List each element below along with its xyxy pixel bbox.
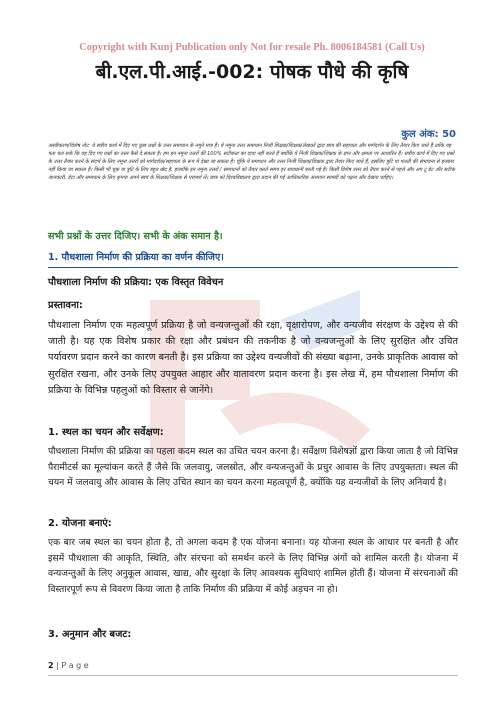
copyright-notice: Copyright with Kunj Publication only Not for resale Ph. 8006184581 (Call Us) [79,42,425,53]
total-marks: कुल अंक: 50 [401,129,456,140]
question-underline [48,267,458,268]
disclaimer-note: अस्वीकरण/विशेष नोट: ये सत्रीय कार्य में दिए गए कुछ प्रश्नों के उत्तर समाधान के नमूने मात्र हैं। ये नमूना उत्तर समाधान निजी शिक्षक/शिक्षक/लेखकों द्वारा छात्र की सहायता और मार्गदर्शन के लिए तैयार किए जाते हैं ताकि यह पता चल सके कि वह दिए गए प्रश्नों का उत्तर कैसे दे सकता है। हम इन नमूना उत्तरों की 100% सटीकता का दावा नहीं करते हैं क्योंकि ये निजी शिक्षक/शिक्षक के ज्ञान और क्षमता पर आधारित हैं। सत्रीय कार्य में दिए गए प्रश्नों के उत्तर तैयार करने के संदर्भ के लिए नमूना उत्तरों को मार्गदर्शक/सहायता के रूप में देखा जा सकता है। चूंकि ये समाधान और उत्तर निजी शिक्षक/शिक्षक द्वारा तैयार किए जाते हैं, इसलिए त्रुटि या गलती की संभावना से इनकार नहीं किया जा सकता है। किसी भी चूक या त्रुटि के लिए बहुत खेद है, हालांकि इन नमूना उत्तरों / समाधानों को तैयार करते समय हर सावधानी बरती गई है। किसी विशेष उत्तर को तैयार करने से पहले और अप टू डेट और सटीक जानकारी, डेटा और समाधान के लिए कृपया अपने स्वयं के शिक्षक/शिक्षक से परामर्श लें। छात्र को विश्वविद्यालय द्वारा प्रदान की गई आधिकारिक अध्ययन सामग्री को पढ़ना और देखना चाहिए। [48,143,456,181]
page-footer [48,661,89,670]
section-3-heading: 3. अनुमान और बजट: [48,629,132,640]
section-1-paragraph: पौधशाला निर्माण की प्रक्रिया का पहला कदम स्थल का उचित चयन करना है। सर्वेक्षण विशेषज्ञों द्वारा किया जाता है जो विभिन्न पैरामीटर्स का मूल्यांकन करते हैं जैसे कि जलवायु, जलस्रोत, और वन्यजन्तुओं के प्रचुर आवास के लिए उपयुक्तता। स्थल की चयन में जलवायु और आवास के लिए उचित स्थान का चयन करना महत्वपूर्ण है, क्योंकि यह वन्यजीवों के लिए अनिवार्य है। [48,446,458,489]
section-1-heading: 1. स्थल का चयन और सर्वेक्षण: [48,427,164,438]
question-1: 1. पौधशाला निर्माण की प्रक्रिया का वर्णन कीजिए। [48,252,224,263]
page-label: | P a g e [53,661,89,670]
footer-rule [48,675,458,676]
instructions: सभी प्रश्नों के उत्तर दिजिए। सभी के अंक समान है। [48,231,223,242]
page-number: 2 [48,661,54,670]
section-2-heading: 2. योजना बनाएं: [48,518,112,529]
document-title: बी.एल.पी.आई.-002: पोषक पौधे की कृषि [95,61,409,83]
section-2-paragraph: एक बार जब स्थल का चयन होता है, तो अगला कदम है एक योजना बनाना। यह योजना स्थल के आधार पर बनती है और इसमें पौधशाला की आकृति, स्थिति, और संरचना को समर्थन करने के लिए विभिन्न अंगों को शामिल करती है। योजना में वन्यजन्तुओं के लिए अनुकूल आवास, खाद्य, और सुरक्षा के लिए आवश्यक सुविधाएं शामिल होती हैं। योजना में संरचनाओं की विस्तारपूर्ण रूप से विवरण किया जाता है ताकि निर्माण की प्रक्रिया में कोई अड़चन ना हो। [48,537,458,596]
intro-paragraph: पौधशाला निर्माण एक महत्वपूर्ण प्रक्रिया है जो वन्यजन्तुओं की रक्षा, वृक्षारोपण, और वन्यजीव संरक्षण के उद्देश्य से की जाती है। यह एक विशेष प्रकार की रक्षा और प्रबंधन की तकनीक है जो वन्यजन्तुओं के लिए सुरक्षित और उचित पर्यावरण प्रदान करने का कारण बनती है। इस प्रक्रिया का उद्देश्य वन्यजीवों की संख्या बढ़ाना, उनके प्राकृतिक आवास को सुरक्षित रखना, और उनके लिए उपयुक्त आहार और वातावरण प्रदान करना है। इस लेख में, हम पौधशाला निर्माण की प्रक्रिया के विभिन्न पहलुओं को विस्तार से जानेंगे। [48,320,458,396]
answer-title: पौधशाला निर्माण की प्रक्रिया: एक विस्तृत विवेचन [48,277,224,288]
intro-heading: प्रस्तावना: [48,300,83,311]
